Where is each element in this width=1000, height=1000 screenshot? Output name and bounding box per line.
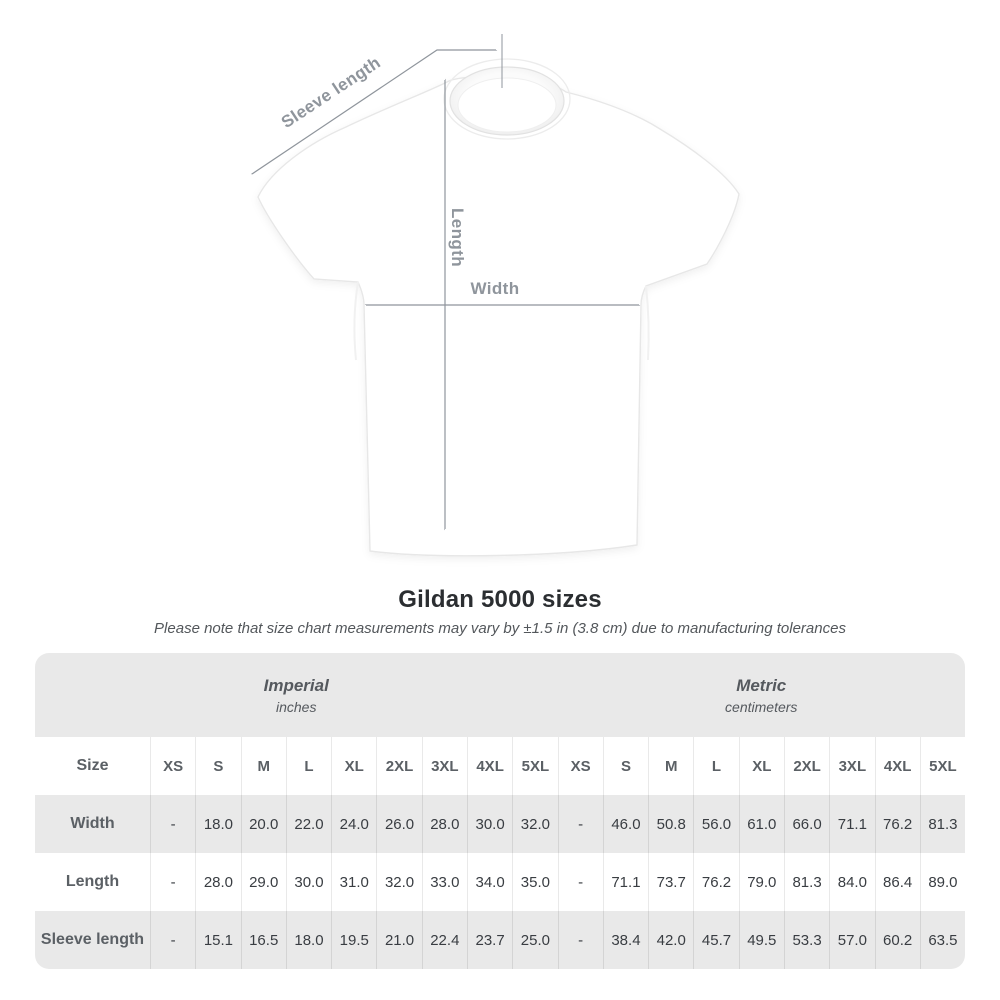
- value-cell-metric: 66.0: [784, 795, 829, 853]
- sleeve-length-label: Sleeve length: [277, 52, 385, 133]
- unit-group-imperial: [35, 653, 557, 737]
- value-cell-metric: 71.1: [603, 853, 648, 911]
- size-header-cell-metric-XL: XL: [739, 737, 784, 795]
- size-column-header: Size: [76, 757, 109, 774]
- size-header-cell-imperial-XL: XL: [331, 737, 376, 795]
- value-cell-metric: 60.2: [875, 911, 920, 969]
- value-cell-metric: 84.0: [829, 853, 874, 911]
- measurement-row: [35, 853, 965, 911]
- size-header-cell-metric-S: S: [603, 737, 648, 795]
- value-cell-metric: -: [558, 795, 603, 853]
- value-cell-imperial: 29.0: [241, 853, 286, 911]
- value-cell-imperial: 18.0: [195, 795, 240, 853]
- measurement-row: [35, 911, 965, 969]
- value-cell-imperial: 16.5: [241, 911, 286, 969]
- value-cell-metric: 50.8: [648, 795, 693, 853]
- value-cell-imperial: 32.0: [512, 795, 557, 853]
- value-cell-imperial: 15.1: [195, 911, 240, 969]
- value-cell-imperial: 23.7: [467, 911, 512, 969]
- size-header-cell-imperial-S: S: [195, 737, 240, 795]
- size-header-cell-imperial-5XL: 5XL: [512, 737, 557, 795]
- size-header-cell-metric-XS: XS: [558, 737, 603, 795]
- size-header-cell-metric-L: L: [693, 737, 738, 795]
- size-chart-table: [35, 653, 965, 969]
- value-cell-metric: 89.0: [920, 853, 965, 911]
- value-cell-metric: 79.0: [739, 853, 784, 911]
- row-label-cell: Width: [70, 815, 115, 832]
- value-cell-imperial: 35.0: [512, 853, 557, 911]
- value-cell-imperial: 33.0: [422, 853, 467, 911]
- value-cell-imperial: 19.5: [331, 911, 376, 969]
- size-header-cell-imperial-3XL: 3XL: [422, 737, 467, 795]
- value-cell-imperial: 34.0: [467, 853, 512, 911]
- size-table-body: [35, 737, 965, 969]
- measurement-row: [35, 795, 965, 853]
- value-cell-metric: 81.3: [784, 853, 829, 911]
- unit-group-metric: [557, 653, 965, 737]
- left-seam-shading: [354, 282, 358, 360]
- collar-graphic: [444, 59, 570, 139]
- value-cell-imperial: 32.0: [376, 853, 421, 911]
- width-label: Width: [470, 279, 520, 298]
- value-cell-imperial: 25.0: [512, 911, 557, 969]
- row-label-cell: Sleeve length: [40, 931, 145, 948]
- value-cell-imperial: -: [150, 911, 195, 969]
- size-header-cell-imperial-M: M: [241, 737, 286, 795]
- value-cell-imperial: 22.4: [422, 911, 467, 969]
- value-cell-metric: 86.4: [875, 853, 920, 911]
- metric-label: Metric: [736, 675, 787, 695]
- size-header-cell-imperial-2XL: 2XL: [376, 737, 421, 795]
- metric-sublabel: centimeters: [725, 698, 798, 715]
- size-header-cell-metric-5XL: 5XL: [920, 737, 965, 795]
- size-header-cell-imperial-4XL: 4XL: [467, 737, 512, 795]
- value-cell-metric: 49.5: [739, 911, 784, 969]
- value-cell-metric: -: [558, 911, 603, 969]
- right-seam-shading: [646, 286, 649, 360]
- value-cell-metric: 45.7: [693, 911, 738, 969]
- value-cell-imperial: 30.0: [467, 795, 512, 853]
- value-cell-metric: 71.1: [829, 795, 874, 853]
- size-header-cell-metric-4XL: 4XL: [875, 737, 920, 795]
- value-cell-imperial: 24.0: [331, 795, 376, 853]
- value-cell-metric: 76.2: [693, 853, 738, 911]
- length-label: Length: [448, 208, 467, 268]
- value-cell-metric: 46.0: [603, 795, 648, 853]
- value-cell-metric: 61.0: [739, 795, 784, 853]
- value-cell-imperial: 30.0: [286, 853, 331, 911]
- tshirt-graphic: [258, 59, 739, 556]
- imperial-label: Imperial: [263, 675, 329, 695]
- row-label-cell: Length: [65, 873, 120, 890]
- value-cell-imperial: 31.0: [331, 853, 376, 911]
- value-cell-imperial: 21.0: [376, 911, 421, 969]
- value-cell-imperial: 20.0: [241, 795, 286, 853]
- size-header-row: [35, 737, 965, 795]
- value-cell-metric: 76.2: [875, 795, 920, 853]
- value-cell-metric: 57.0: [829, 911, 874, 969]
- value-cell-metric: 63.5: [920, 911, 965, 969]
- value-cell-imperial: 18.0: [286, 911, 331, 969]
- value-cell-imperial: -: [150, 795, 195, 853]
- page-title: Gildan 5000 sizes: [398, 586, 602, 613]
- value-cell-imperial: 28.0: [195, 853, 240, 911]
- value-cell-imperial: 26.0: [376, 795, 421, 853]
- value-cell-metric: 73.7: [648, 853, 693, 911]
- value-cell-metric: 42.0: [648, 911, 693, 969]
- size-header-cell-imperial-L: L: [286, 737, 331, 795]
- value-cell-metric: 56.0: [693, 795, 738, 853]
- value-cell-metric: -: [558, 853, 603, 911]
- value-cell-metric: 38.4: [603, 911, 648, 969]
- value-cell-imperial: -: [150, 853, 195, 911]
- unit-header-row: [35, 653, 965, 737]
- value-cell-metric: 81.3: [920, 795, 965, 853]
- imperial-sublabel: inches: [276, 698, 317, 715]
- size-header-cell-metric-3XL: 3XL: [829, 737, 874, 795]
- page-subtitle: Please note that size chart measurements may vary by ±1.5 in (3.8 cm) due to manufacturing tolerances: [154, 620, 846, 637]
- size-header-cell-metric-2XL: 2XL: [784, 737, 829, 795]
- size-header-cell-metric-M: M: [648, 737, 693, 795]
- value-cell-metric: 53.3: [784, 911, 829, 969]
- size-header-cell-imperial-XS: XS: [150, 737, 195, 795]
- value-cell-imperial: 28.0: [422, 795, 467, 853]
- value-cell-imperial: 22.0: [286, 795, 331, 853]
